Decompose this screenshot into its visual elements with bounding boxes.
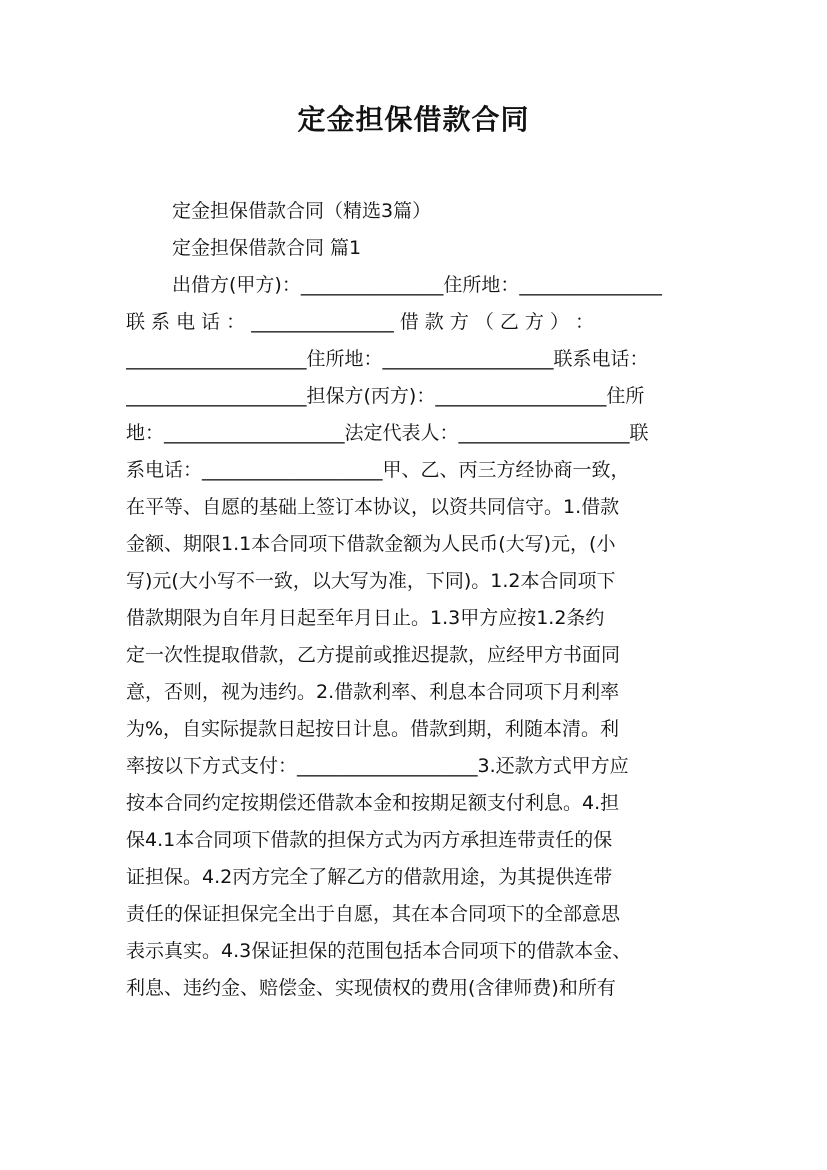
paragraph-line: 借款期限为自年月日起至年月日止。1.3甲方应按1.2条约 xyxy=(126,607,605,629)
paragraph-line: 意，否则，视为违约。2.借款利率、利息本合同项下月利率 xyxy=(126,681,620,703)
document-title: 定金担保借款合同 xyxy=(297,103,530,136)
paragraph-line: 保4.1本合同项下借款的担保方式为丙方承担连带责任的保 xyxy=(126,829,613,851)
paragraph-line: 利息、违约金、赔偿金、实现债权的费用(含律师费)和所有 xyxy=(126,977,616,999)
paragraph-line: 率按以下方式支付：___________________3.还款方式甲方应 xyxy=(126,755,629,777)
section-heading-line: 定金担保借款合同 篇1 xyxy=(172,237,362,259)
paragraph-line: 定一次性提取借款，乙方提前或推迟提款，应经甲方书面同 xyxy=(126,644,621,666)
paragraph-line: ___________________住所地：__________________联系电话： xyxy=(126,348,649,370)
paragraph-line: 金额、期限1.1本合同项下借款金额为人民币(大写)元，(小 xyxy=(126,533,616,555)
subtitle-line: 定金担保借款合同（精选3篇） xyxy=(172,200,432,222)
paragraph-line: 为%，自实际提款日起按日计息。借款到期，利随本清。利 xyxy=(126,718,620,740)
paragraph-line: 出借方(甲方)：_______________住所地：_______________ xyxy=(172,274,662,296)
paragraph-line: 按本合同约定按期偿还借款本金和按期足额支付利息。4.担 xyxy=(126,792,620,814)
paragraph-line: 系电话：___________________甲、乙、丙三方经协商一致， xyxy=(126,459,630,481)
paragraph-line: 表示真实。4.3保证担保的范围包括本合同项下的借款本金、 xyxy=(126,940,632,962)
paragraph-line: 联 系 电 话 ： _______________ 借 款 方 （ 乙 方 ） ： xyxy=(126,311,595,333)
paragraph-line: 证担保。4.2丙方完全了解乙方的借款用途，为其提供连带 xyxy=(126,866,613,888)
document-body xyxy=(126,193,704,1007)
paragraph-line: 地：___________________法定代表人：__________________联 xyxy=(126,422,649,444)
paragraph-line: ___________________担保方(丙方)：__________________住所 xyxy=(126,385,645,407)
paragraph-line: 写)元(大小写不一致，以大写为准，下同)。1.2本合同项下 xyxy=(126,570,616,592)
paragraph-line: 在平等、自愿的基础上签订本协议，以资共同信守。1.借款 xyxy=(126,496,620,518)
paragraph-line: 责任的保证担保完全出于自愿，其在本合同项下的全部意思 xyxy=(126,903,621,925)
